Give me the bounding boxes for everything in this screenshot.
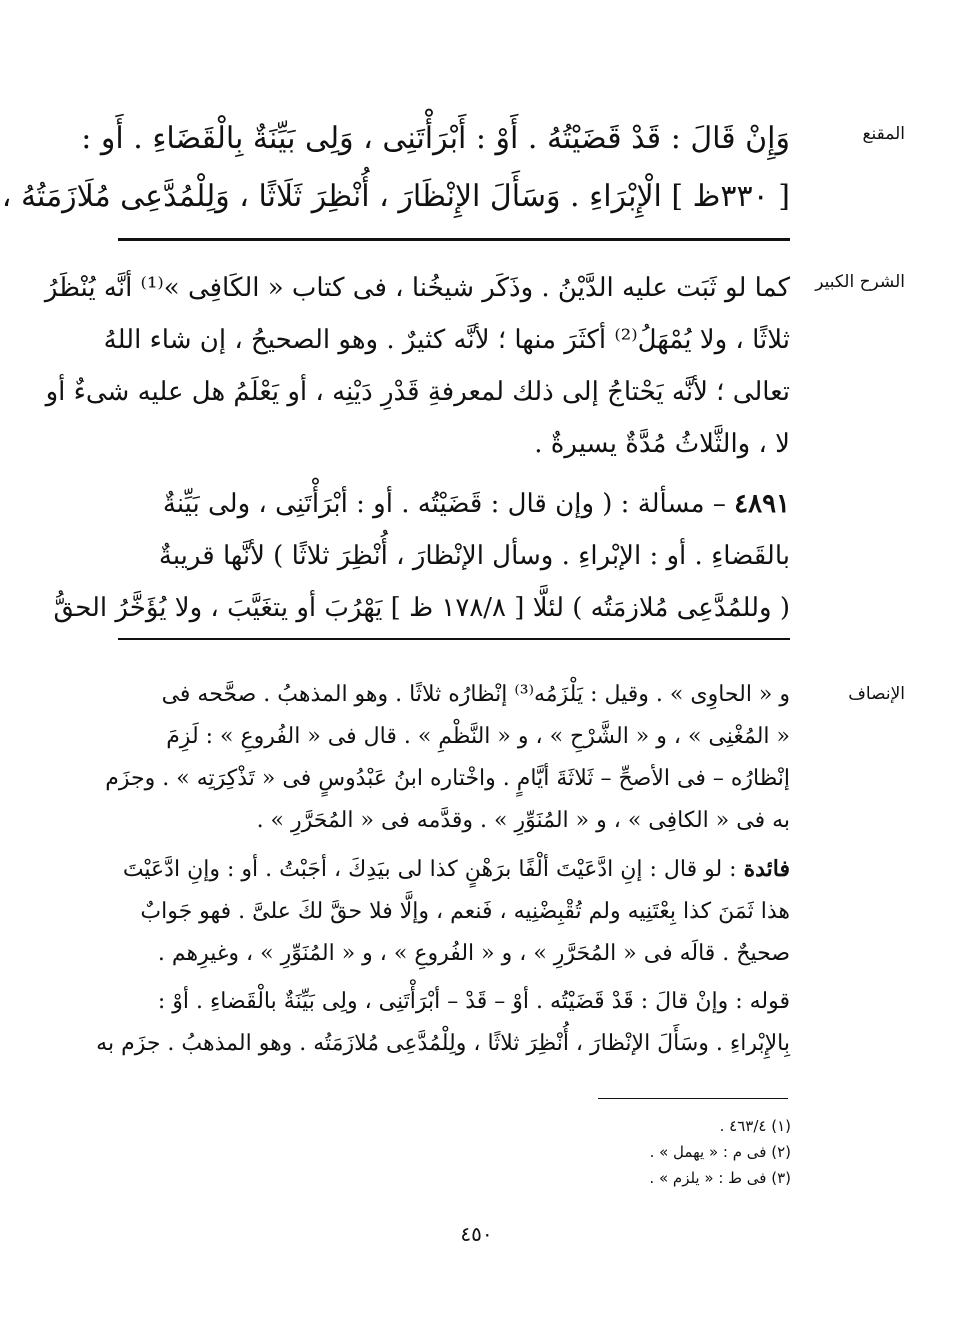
sharh-line: بالقَضاءِ . أو : الإبْراءِ . وسأل الإنْظارَ ، أُنْظِرَ ثلاثًا ) لأنَّها قريبةٌ	[158, 541, 790, 571]
faida-text: : لو قال : إنِ ادَّعَيْتَ ألْفًا برَهْنٍ كذا لى بيَدِكَ ، أجَبْتُ . أو : وإنِ ادَّعَيْتَ	[122, 857, 744, 882]
insaf-text	[96, 674, 790, 1065]
footnote: (١) ٤٦٣/٤ .	[719, 1117, 791, 1135]
section-label-insaf: الإنصاف	[848, 684, 905, 704]
faida-line	[118, 848, 790, 891]
sharh-line: لا ، والثَّلاثُ مُدَّةٌ يسيرةٌ .	[534, 429, 790, 459]
insaf-line: به فى « الكافِى » ، و « المُنَوِّرِ » . وقدَّمه فى « المُحَرَّرِ » .	[256, 808, 790, 833]
muqni-line: [ ٣٣٠ظ ] الْإِبْرَاءِ . وَسَأَلَ الإِنْظَارَ ، أُنْظِرَ ثَلَاثًا ، وَلِلْمُدَّعِى مُلَازَمَتُهُ ،	[1, 179, 790, 214]
sharh-text	[44, 262, 790, 634]
footnotes	[491, 1113, 791, 1191]
issue-number: ٤٨٩١	[734, 489, 790, 519]
issue-heading-line	[118, 478, 790, 530]
insaf-line: هذا ثَمَنَ كذا بِعْتَنِيه ولم تُقْبِضْنِيه ، فَنعم ، وإلَّا فلا حقَّ لكَ علىَّ . فهو جَوابٌ	[140, 899, 790, 924]
sharh-line: كما لو ثَبَت عليه الدَّيْنُ . وذَكَر شيخُنا ، فى كتاب « الكَافِى »⁽¹⁾ أنَّه يُنْظَرُ	[44, 273, 790, 303]
page-number: ٤٥٠	[460, 1222, 493, 1246]
footnote-divider	[598, 1098, 788, 1099]
insaf-line: بِالإِبْراءِ . وسَأَلَ الإنْظارَ ، أُنْظِرَ ثلاثًا ، ولِلْمُدَّعِى مُلازَمَتُه . وهو المذهبُ . جزَم به	[96, 1031, 790, 1056]
section-label-sharh: الشرح الكبير	[815, 272, 905, 292]
muqni-line: وَإِنْ قَالَ : قَدْ قَضَيْتُهُ . أَوْ : أَبْرَأْتَنِى ، وَلِى بَيِّنَةٌ بِالْقَضَاءِ . أَو :	[81, 121, 790, 156]
footnote: (٢) فى م : « يهمل » .	[649, 1143, 791, 1161]
sharh-line: تعالى ؛ لأنَّه يَحْتاجُ إلى ذلك لمعرفةِ قَدْرِ دَيْنِه ، أو يَعْلَمُ هل عليه شىءٌ أو	[45, 377, 790, 407]
section-divider	[118, 238, 790, 241]
section-divider	[118, 638, 790, 640]
muqni-text	[1, 110, 790, 226]
sharh-line: ( وللمُدَّعِى مُلازمَتُه ) لئلَّا [ ١٧٨/٨ ظ ] يَهْرُبَ أو يتغَيَّبَ ، ولا يُؤَخَّرُ الحقُّ	[53, 593, 790, 623]
insaf-line: « المُغْنِى » ، و « الشَّرْحِ » ، و « النَّظْمِ » . قال فى « الفُروعِ » : لَزِمَ	[166, 724, 790, 749]
insaf-line: قوله : وإنْ قالَ : قَدْ قَضَيْتُه . أوْ – قَدْ – أبْرَأْتَنِى ، ولِى بَيِّنَةٌ بالْقَضاءِ . أوْ :	[157, 989, 790, 1014]
insaf-line: إنْظارُه – فى الأصحِّ – ثَلاثَةَ أيَّامٍ . واخْتاره ابنُ عَبْدُوسٍ فى « تَذْكِرَتِه » . وجزَم	[105, 766, 790, 791]
insaf-line: صحيحٌ . قالَه فى « المُحَرَّرِ » ، و « الفُروعِ » ، و « المُنَوِّرِ » ، وغيرِهم .	[157, 941, 790, 966]
faida-label: فائدة	[743, 856, 790, 882]
footnote: (٣) فى ط : « يلزم » .	[649, 1169, 791, 1187]
issue-text: – مسألة : ( وإن قال : قَضَيْتُه . أو : أبْرَأْتَنِى ، ولى بَيِّنةٌ	[162, 489, 735, 519]
section-label-muqni: المقنع	[862, 124, 905, 144]
sharh-line: ثلاثًا ، ولا يُمْهَلُ⁽²⁾ أكثَرَ منها ؛ لأنَّه كثيرٌ . وهو الصحيحُ ، إن شاء اللهُ	[103, 325, 790, 355]
insaf-line: و « الحاوِى » . وقيل : يَلْزَمُه⁽³⁾ إنْظارُه ثلاثًا . وهو المذهبُ . صحَّحه فى	[161, 682, 790, 707]
